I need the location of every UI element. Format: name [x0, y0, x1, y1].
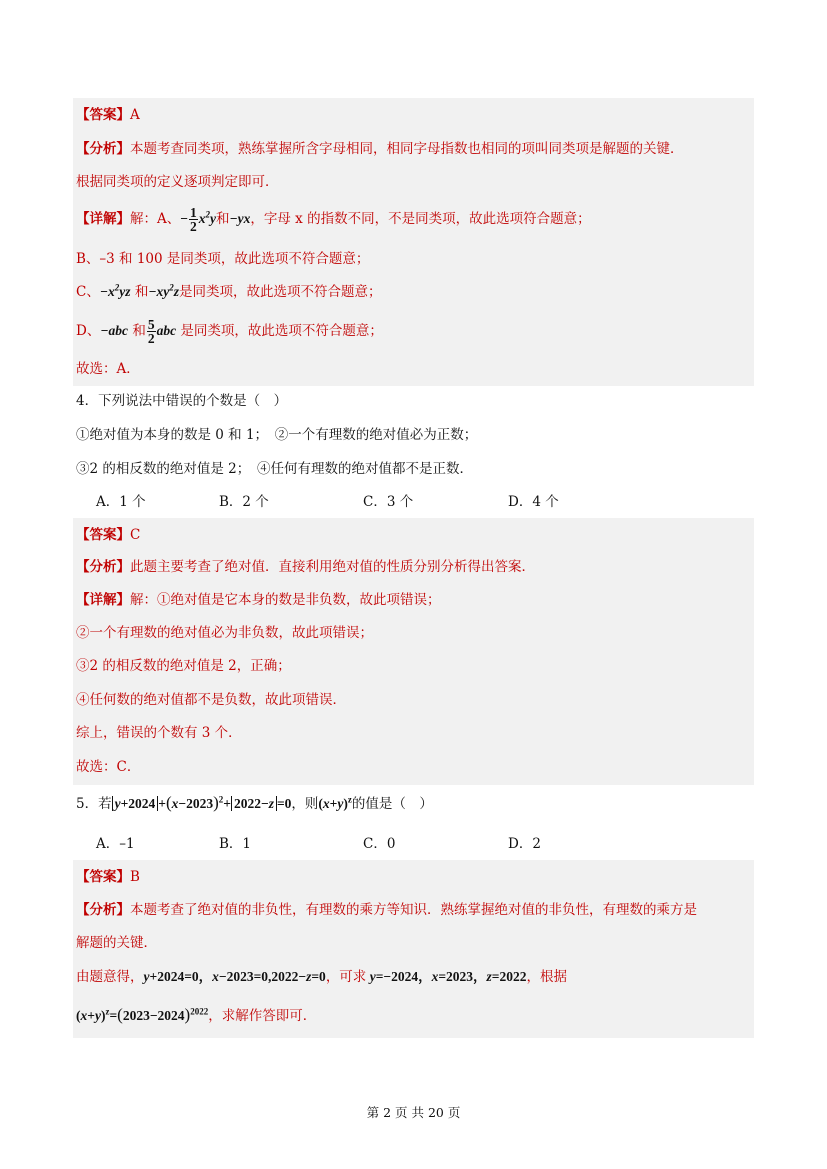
detail-text-1: 解：①绝对值是它本身的数是非负数，故此项错误； — [130, 592, 441, 608]
answer-value: C — [130, 527, 141, 543]
q4-option-c: C．3 个 — [363, 494, 414, 510]
q4-summary: 综上，错误的个数有 3 个． — [76, 725, 242, 741]
q3-answer-line — [76, 105, 140, 125]
q5-detail-line-2 — [76, 1005, 316, 1026]
analysis-text: 本题考查了绝对值的非负性，有理数的乘方等知识．熟练掌握绝对值的非负性，有理数的乘方是 — [130, 902, 697, 918]
detail-a-end: ，字母 x 的指数不同，不是同类项，故此选项符合题意； — [250, 211, 591, 227]
q3-detail-a: 【详解】解：A、− $\frac{1}{2}$ $x^2y$和−yx，字母 x 的指数不同，不是同类项，故此选项符合题意； — [76, 205, 591, 234]
detail-d-prefix: D、 — [76, 323, 101, 339]
q5-stem-end: 的值是（ ） — [351, 796, 433, 812]
q5-detail-prefix: 由题意得， — [76, 969, 144, 985]
detail-tag: 【详解】 — [76, 592, 130, 608]
q4-detail-line-2: ②一个有理数的绝对值必为非负数，故此项错误； — [76, 625, 373, 641]
answer-value: A — [130, 107, 140, 123]
q5-analysis-line-2: 解题的关键． — [76, 935, 157, 951]
q5-detail-end: ，根据 — [526, 969, 567, 985]
answer-tag: 【答案】 — [76, 107, 130, 123]
q5-option-c: C．0 — [363, 836, 396, 852]
answer-tag: 【答案】 — [76, 527, 130, 543]
q4-detail-line-4: ④任何数的绝对值都不是负数，故此项错误． — [76, 692, 346, 708]
fraction-one-half: $\frac{1}{2}$ — [189, 205, 197, 234]
analysis-tag: 【分析】 — [76, 559, 130, 575]
q5-stem-mid: ，则 — [291, 796, 319, 812]
q5-equations: y+2024=0，x−2023=0,2022−z=0 — [143, 969, 326, 984]
q4-detail-line-1 — [76, 590, 441, 610]
q4-analysis-line — [76, 557, 535, 577]
detail-c-prefix: C、 — [76, 284, 100, 300]
answer-tag: 【答案】 — [76, 869, 130, 885]
q5-stem — [76, 793, 433, 814]
q4-answer-line — [76, 525, 140, 545]
q5-stem-prefix: 5．若 — [76, 796, 112, 812]
q3-detail-d: D、−abc 和 $\frac{5}{2}$ abc 是同类项，故此选项不符合题意； — [76, 317, 383, 346]
q4-option-b: B．2 个 — [219, 494, 269, 510]
detail-a-and: 和 — [215, 211, 230, 227]
q4-detail-line-3: ③2 的相反数的绝对值是 2，正确； — [76, 658, 291, 674]
q4-option-a: A．1 个 — [96, 494, 146, 510]
q4-statements-2: ③2 的相反数的绝对值是 2； ④任何有理数的绝对值都不是正数． — [76, 461, 474, 477]
q5-condition-expression: $y+2024 +(x-2023)^2+ 2022-z =0$ — [112, 796, 292, 811]
q5-option-d: D．2 — [508, 836, 541, 852]
detail-d-and: 和 — [132, 323, 146, 339]
fraction-five-halves: $\frac{5}{2}$ — [147, 317, 155, 346]
detail-tag: 【详解】 — [76, 211, 130, 227]
page-footer: 第 2 页 共 20 页 — [366, 1105, 461, 1120]
analysis-text: 本题考查同类项，熟练掌握所含字母相同，相同字母指数也相同的项叫同类项是解题的关键． — [130, 141, 684, 157]
q5-answer-line — [76, 867, 140, 887]
q3-analysis-line — [76, 139, 684, 159]
detail-intro: 解：A、 — [130, 211, 181, 227]
q5-solutions: y=−2024，x=2023，z=2022 — [369, 969, 527, 984]
q4-conclusion: 故选：C． — [76, 759, 141, 775]
q5-option-b: B．1 — [219, 836, 252, 852]
q3-detail-b: B、–3 和 100 是同类项，故此选项不符合题意； — [76, 251, 370, 267]
q5-detail-mid: ，可求 — [325, 969, 367, 985]
q3-detail-c: C、$-x^2yz$ 和$-xy^2z$是同类项，故此选项不符合题意； — [76, 282, 382, 300]
q5-option-a: A．–1 — [96, 836, 135, 852]
analysis-text: 此题主要考查了绝对值．直接利用绝对值的性质分别分析得出答案． — [130, 559, 535, 575]
q4-statements-1: ①绝对值为本身的数是 0 和 1； ②一个有理数的绝对值必为正数； — [76, 427, 478, 443]
q5-target-expression: $(x+y)^z$ — [318, 794, 352, 811]
detail-c-and: 和 — [134, 284, 149, 300]
q5-analysis-line — [76, 900, 697, 920]
q5-detail-last: ，求解作答即可． — [208, 1008, 317, 1024]
q4-stem: 4．下列说法中错误的个数是（ ） — [76, 393, 288, 409]
q4-option-d: D．4 个 — [508, 494, 559, 510]
answer-value: B — [130, 869, 140, 885]
detail-d-end: 是同类项，故此选项不符合题意； — [180, 323, 383, 339]
q3-analysis-line-2: 根据同类项的定义逐项判定即可． — [76, 174, 279, 190]
q3-conclusion: 故选：A． — [76, 361, 140, 377]
detail-c-end: 是同类项，故此选项不符合题意； — [179, 284, 382, 300]
q5-detail-line-1 — [76, 967, 567, 987]
q5-final-expression: $(x+y)^z=(2023-2024)^{2022}$ — [76, 1005, 209, 1024]
analysis-tag: 【分析】 — [76, 141, 130, 157]
analysis-tag: 【分析】 — [76, 902, 130, 918]
